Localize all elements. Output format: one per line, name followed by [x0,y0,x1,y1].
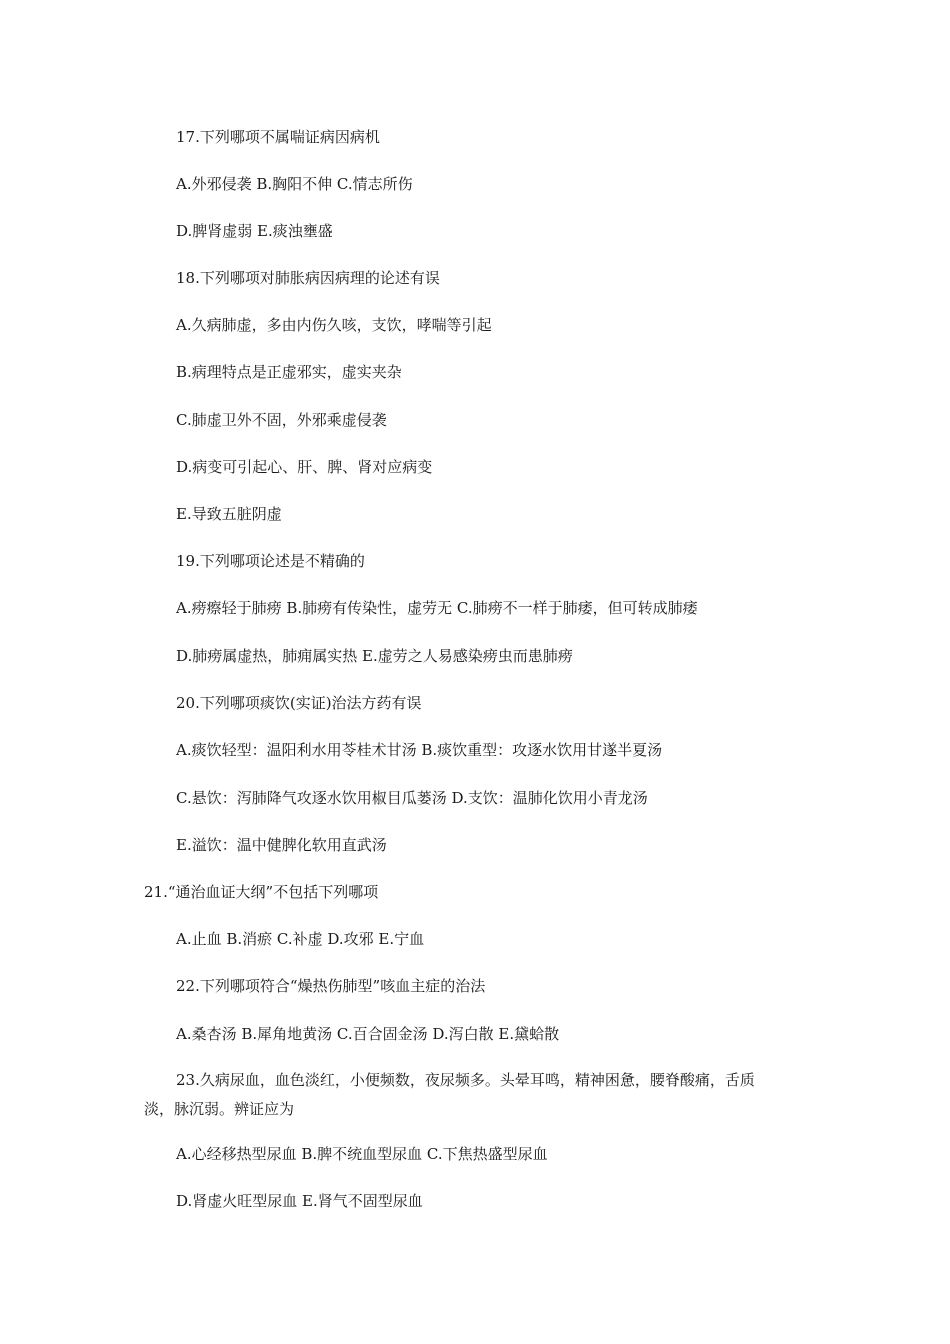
options-21: A.止血 B.消瘀 C.补虚 D.攻邪 E.宁血 [176,930,425,948]
question-22: 22.下列哪项符合“燥热伤肺型”咳血主症的治法 [176,977,486,995]
options-23-d-e: D.肾虚火旺型尿血 E.肾气不固型尿血 [176,1192,423,1210]
question-17: 17.下列哪项不属喘证病因病机 [176,128,380,146]
option-18-d: D.病变可引起心、肝、脾、肾对应病变 [176,458,433,476]
options-17-a-c: A.外邪侵袭 B.胸阳不伸 C.情志所伤 [176,175,413,193]
options-20-a-b: A.痰饮轻型：温阳利水用苓桂术甘汤 B.痰饮重型：攻逐水饮用甘遂半夏汤 [176,741,663,759]
options-20-c-d: C.悬饮：泻肺降气攻逐水饮用椒目瓜蒌汤 D.支饮：温肺化饮用小青龙汤 [176,789,648,807]
option-20-e: E.溢饮：温中健脾化软用直武汤 [176,836,387,854]
options-19-a-c: A.痨瘵轻于肺痨 B.肺痨有传染性，虚劳无 C.肺痨不一样于肺痿，但可转成肺痿 [176,599,698,617]
options-19-d-e: D.肺痨属虚热，肺痈属实热 E.虚劳之人易感染痨虫而患肺痨 [176,647,573,665]
option-18-e: E.导致五脏阴虚 [176,505,282,523]
option-18-c: C.肺虚卫外不固，外邪乘虚侵袭 [176,411,387,429]
option-18-b: B.病理特点是正虚邪实，虚实夹杂 [176,363,402,381]
options-22: A.桑杏汤 B.犀角地黄汤 C.百合固金汤 D.泻白散 E.黛蛤散 [176,1025,560,1043]
question-19: 19.下列哪项论述是不精确的 [176,552,365,570]
option-18-a: A.久病肺虚，多由内伤久咳，支饮，哮喘等引起 [176,316,492,334]
question-21: 21.“通治血证大纲”不包括下列哪项 [144,883,379,901]
options-23-a-c: A.心经移热型尿血 B.脾不统血型尿血 C.下焦热盛型尿血 [176,1145,548,1163]
question-18: 18.下列哪项对肺胀病因病理的论述有误 [176,269,440,287]
question-20: 20.下列哪项痰饮(实证)治法方药有误 [176,694,422,712]
question-23: 23.久病尿血，血色淡红，小便频数，夜尿频多。头晕耳鸣，精神困惫，腰脊酸痛，舌质淡，脉沉弱。辨证应为 [144,1071,755,1118]
options-17-d-e: D.脾肾虚弱 E.痰浊壅盛 [176,222,333,240]
